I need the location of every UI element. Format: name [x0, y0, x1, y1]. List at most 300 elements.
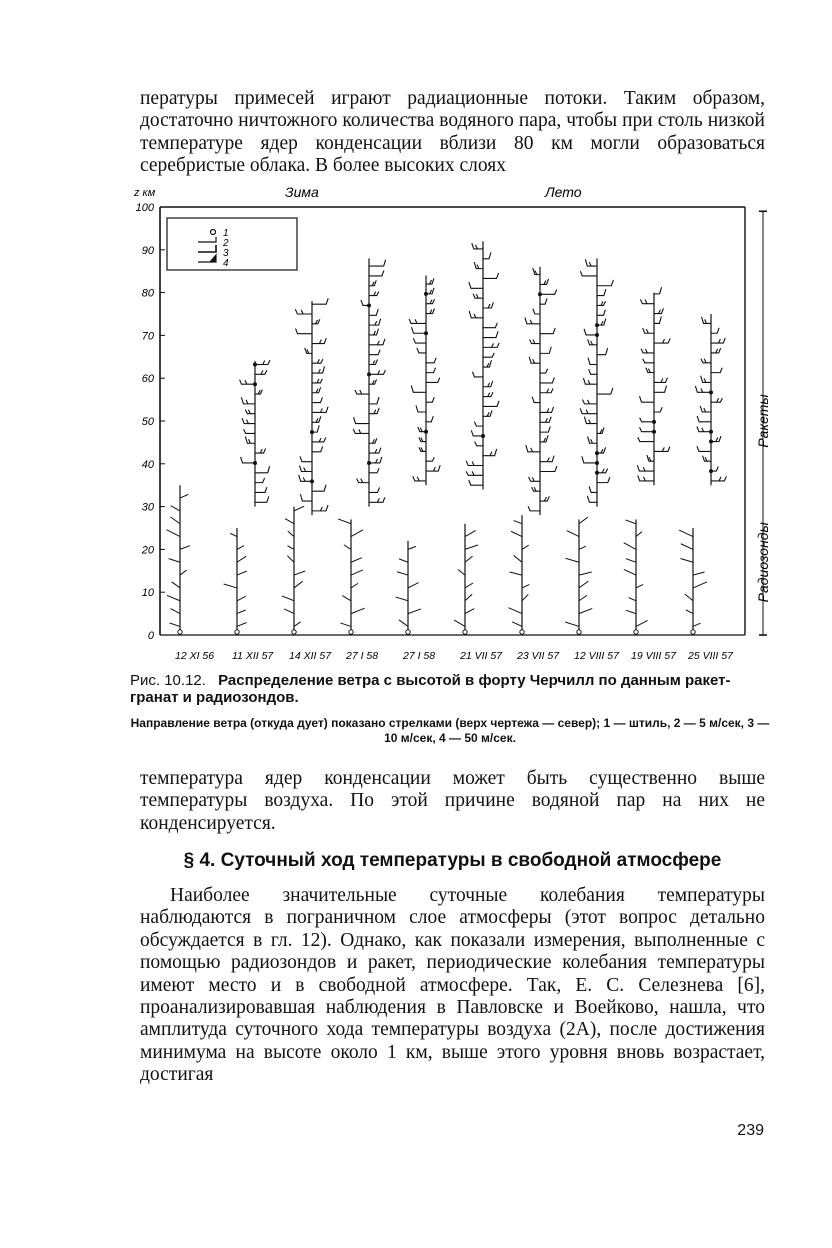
calm-marker — [595, 323, 599, 327]
wind-barb — [294, 506, 304, 511]
y-axis-unit: z км — [134, 187, 156, 199]
wind-barb — [230, 533, 237, 536]
wind-barb — [483, 449, 497, 456]
wind-barb — [312, 298, 328, 304]
wind-barb — [426, 368, 435, 373]
wind-barb — [408, 609, 421, 614]
wind-barb — [625, 520, 636, 524]
wind-barb — [242, 418, 255, 423]
wind-barb — [483, 353, 494, 357]
wind-barb — [419, 437, 426, 441]
x-date-label: 25 VIII 57 — [688, 650, 733, 662]
wind-barb — [472, 372, 483, 377]
wind-barb — [636, 584, 643, 587]
wind-barb — [224, 584, 237, 588]
wind-barb — [417, 348, 426, 353]
paragraph-top: пературы примесей играют радиационные потоки. Таким образом, достаточно ничтожного количества водяного пара, чтобы при столь низкой температуре ядер конденсации вблизи 80 км могли образоваться серебристые облака. В более высоких слоях — [140, 88, 765, 177]
calm-marker — [595, 461, 599, 465]
wind-barb — [647, 455, 654, 461]
wind-barb — [636, 620, 648, 626]
wind-barb — [597, 310, 605, 316]
wind-barb — [700, 406, 711, 412]
x-date-label: 27 I 58 — [403, 650, 436, 662]
wind-barb — [255, 487, 267, 492]
wind-barb — [312, 366, 325, 373]
legend-label: 1 — [223, 228, 229, 239]
wind-barb — [288, 531, 294, 536]
page-number: 239 — [737, 1122, 764, 1139]
wind-barb — [287, 556, 294, 563]
wind-barb — [532, 487, 540, 491]
wind-barb — [369, 379, 377, 384]
x-axis-date-labels — [175, 650, 734, 662]
wind-barb — [351, 570, 363, 575]
wind-barb — [702, 317, 711, 323]
wind-barb — [369, 408, 379, 414]
wind-barb — [369, 468, 379, 473]
wind-barb — [237, 623, 247, 627]
section-heading: § 4. Суточный ход температуры в свободной атмосфере — [183, 850, 722, 871]
wind-barb — [711, 398, 722, 402]
wind-barb — [582, 399, 597, 403]
wind-barb — [465, 594, 472, 601]
wind-barb — [237, 556, 246, 562]
wind-barb — [701, 376, 711, 383]
legend-label: 3 — [223, 248, 229, 259]
wind-barb — [245, 436, 255, 443]
wind-barb — [180, 546, 190, 550]
wind-barb — [342, 596, 351, 601]
wind-barb — [540, 456, 554, 462]
x-date-label: 12 XI 56 — [175, 650, 215, 662]
calm-marker — [463, 630, 467, 634]
calm-marker — [178, 630, 182, 634]
wind-barb — [426, 457, 434, 461]
calm-marker — [253, 363, 257, 367]
wind-barb — [580, 408, 597, 413]
calm-marker — [691, 630, 695, 634]
wind-barb — [540, 369, 548, 373]
wind-barb — [697, 416, 711, 422]
wind-barb — [305, 348, 312, 354]
calm-marker — [310, 430, 314, 434]
wind-barb — [654, 378, 667, 383]
calm-marker — [406, 630, 410, 634]
wind-barb — [255, 496, 269, 502]
x-date-label: 12 VIII 57 — [574, 650, 619, 662]
wind-barb — [369, 487, 380, 492]
calm-marker — [709, 469, 713, 473]
wind-barb — [426, 308, 434, 313]
wind-barb — [693, 572, 705, 575]
wind-barb — [369, 438, 377, 443]
wind-barb — [597, 301, 606, 305]
calm-marker — [652, 420, 656, 424]
wind-barb — [237, 546, 244, 550]
wind-barb — [294, 581, 303, 588]
wind-barb — [629, 598, 636, 601]
wind-barb — [399, 620, 408, 627]
wind-barb — [597, 348, 608, 354]
wind-barb — [458, 570, 465, 576]
wind-barb — [357, 478, 369, 482]
wind-barb — [597, 280, 613, 286]
wind-barb — [237, 596, 246, 600]
paragraph-middle: температура ядер конденсации может быть существенно выше температуры воздуха. По этой причине водяной пар на них не конденсируется. — [140, 768, 765, 834]
wind-barb — [296, 329, 312, 334]
wind-barb — [237, 610, 246, 614]
wind-barb — [369, 309, 378, 315]
x-date-label: 21 VII 57 — [460, 650, 503, 662]
wind-barb — [340, 623, 351, 627]
wind-barb — [643, 328, 654, 333]
wind-barb — [369, 260, 386, 266]
wind-barb — [426, 378, 440, 383]
wind-barb — [626, 610, 636, 613]
figure-label: Рис. 10.12. — [130, 672, 206, 689]
calm-marker — [709, 390, 713, 394]
wind-barb — [408, 583, 419, 588]
wind-barb — [299, 466, 312, 472]
y-tick-label: 80 — [141, 287, 154, 300]
wind-barb — [636, 532, 642, 537]
wind-barb — [697, 446, 711, 451]
wind-barb — [526, 445, 540, 452]
wind-barb — [300, 456, 312, 461]
wind-barb — [369, 271, 384, 276]
wind-barb — [624, 569, 636, 575]
wind-barb — [241, 457, 255, 463]
wind-barb — [532, 397, 540, 403]
figure-note: Направление ветра (откуда дует) показано стрелками (верх чертежа — север); 1 — штиль, 2 — 5 м/сек, 3 — 10 м/сек, 4 — 50 м/сек. — [130, 716, 770, 745]
wind-barb — [180, 494, 188, 498]
y-tick-label: 70 — [141, 330, 154, 343]
wind-barb — [483, 323, 497, 328]
wind-barb — [399, 559, 408, 562]
wind-barb — [475, 441, 483, 445]
wind-barb — [369, 397, 379, 404]
wind-barb — [166, 530, 180, 537]
wind-barb — [472, 243, 483, 249]
y-tick-label: 40 — [141, 458, 154, 471]
calm-marker — [310, 479, 314, 483]
wind-barb — [255, 466, 270, 473]
wind-barb — [474, 262, 483, 269]
wind-barb — [369, 280, 376, 285]
wind-barb — [483, 252, 491, 258]
x-date-label: 14 XII 57 — [289, 650, 332, 662]
wind-barb — [711, 338, 725, 343]
wind-barb — [567, 531, 579, 537]
wind-barb — [583, 378, 597, 384]
wind-barb — [413, 338, 426, 343]
wind-barb — [580, 271, 597, 276]
wind-barb — [483, 410, 492, 416]
wind-barb — [626, 559, 636, 563]
calm-marker — [367, 461, 371, 465]
calm-marker — [367, 303, 371, 307]
wind-barb — [540, 496, 549, 501]
wind-barb — [588, 436, 597, 443]
x-date-label: 23 VII 57 — [517, 650, 560, 662]
wind-barb — [344, 545, 351, 550]
wind-barb — [245, 410, 255, 414]
wind-barb — [641, 349, 654, 353]
calm-marker — [253, 382, 257, 386]
wind-barb — [711, 328, 719, 333]
wind-barb — [419, 447, 426, 451]
wind-barb — [255, 360, 270, 364]
wind-barb — [397, 572, 408, 575]
wind-barb — [511, 531, 522, 536]
calm-marker — [595, 333, 599, 337]
wind-barb — [654, 316, 661, 323]
wind-barb — [287, 546, 294, 550]
wind-barb — [355, 390, 369, 394]
wind-barb — [701, 359, 711, 363]
wind-profiles — [166, 241, 726, 635]
wind-barb — [312, 437, 326, 442]
wind-barb — [693, 582, 707, 588]
wind-barb — [579, 546, 586, 549]
wind-barb — [597, 388, 613, 394]
season-label-winter: Зима — [285, 184, 319, 200]
wind-barb — [180, 570, 187, 575]
wind-barb — [369, 497, 385, 502]
wind-barb — [680, 558, 693, 562]
wind-barb — [540, 377, 554, 382]
label-rockets: Ракеты — [755, 394, 771, 448]
wind-barb — [637, 465, 654, 471]
wind-barb — [469, 480, 483, 485]
wind-barb — [514, 521, 522, 524]
wind-barb — [483, 401, 499, 407]
wind-barb — [540, 407, 554, 413]
wind-barb — [514, 555, 522, 562]
wind-barb — [512, 622, 522, 627]
wind-barb — [369, 360, 377, 365]
wind-barb — [681, 544, 693, 550]
wind-barb — [299, 475, 312, 481]
calm-marker — [577, 630, 581, 634]
wind-barb — [396, 597, 408, 601]
wind-barb — [312, 446, 323, 451]
wind-barb — [172, 582, 180, 588]
wind-barb — [638, 475, 654, 480]
wind-barb — [529, 357, 540, 363]
wind-barb — [589, 486, 597, 492]
wind-barb — [711, 368, 722, 373]
wind-barb — [465, 583, 473, 588]
x-date-label: 19 VIII 57 — [631, 650, 676, 662]
figure-title: Распределение ветра с высотой в форту Черчилл по данным ракет-гранат и радиозондов. — [130, 672, 731, 706]
wind-barb — [640, 418, 654, 422]
wind-barb — [522, 545, 529, 549]
side-markers — [755, 211, 771, 635]
calm-marker — [253, 461, 257, 465]
x-date-label: 27 I 58 — [346, 650, 379, 662]
wind-barb — [540, 466, 557, 471]
wind-barb — [483, 360, 491, 367]
wind-barb — [169, 559, 180, 563]
calm-marker — [292, 630, 296, 634]
wind-barb — [312, 416, 321, 422]
wind-barb — [473, 294, 483, 298]
wind-barb — [533, 268, 540, 275]
wind-barb — [255, 370, 267, 374]
calm-marker — [424, 292, 428, 296]
wind-barb — [638, 437, 654, 441]
wind-barb — [540, 347, 551, 354]
wind-barb — [686, 610, 693, 614]
wind-barb — [351, 558, 362, 563]
season-label-summer: Лето — [545, 184, 582, 200]
wind-barb — [312, 407, 328, 413]
wind-barb — [483, 381, 493, 387]
wind-barb — [369, 457, 382, 463]
wind-barb — [643, 359, 654, 363]
y-tick-label: 60 — [141, 373, 154, 386]
wind-barb — [540, 290, 557, 295]
wind-barb — [579, 608, 592, 613]
calm-marker — [424, 430, 428, 434]
wind-barb — [579, 595, 587, 600]
wind-barb — [540, 417, 551, 423]
wind-barb — [540, 388, 553, 392]
wind-barb — [579, 517, 588, 524]
y-tick-label: 20 — [141, 544, 154, 557]
wind-barb — [312, 338, 326, 343]
y-tick-label: 10 — [141, 587, 154, 600]
calm-marker — [652, 430, 656, 434]
wind-barb — [597, 289, 606, 296]
wind-barb — [369, 319, 381, 326]
wind-barb — [522, 584, 529, 587]
wind-barb — [654, 407, 662, 412]
wind-barb — [369, 329, 379, 335]
wind-barb — [587, 496, 597, 502]
figure-caption — [130, 672, 770, 706]
wind-barb — [170, 623, 180, 626]
wind-barb — [409, 319, 426, 323]
wind-barb — [469, 311, 483, 318]
wind-barb — [695, 386, 711, 392]
calm-marker — [235, 630, 239, 634]
wind-barb — [654, 339, 670, 344]
wind-barb — [295, 309, 312, 314]
wind-barb — [483, 302, 493, 308]
wind-barb — [540, 427, 550, 433]
y-tick-label: 50 — [141, 416, 154, 428]
wind-barb — [640, 299, 654, 303]
wind-barb — [565, 622, 579, 626]
wind-barb — [508, 608, 522, 614]
wind-barb — [255, 448, 266, 453]
wind-barb — [171, 506, 180, 511]
legend — [167, 218, 297, 270]
wind-barb — [351, 608, 365, 613]
wind-barb — [170, 609, 180, 614]
wind-barb — [354, 417, 369, 423]
wind-barb — [369, 339, 385, 345]
wind-barb — [244, 429, 255, 433]
wind-barb — [426, 358, 436, 363]
y-tick-label: 100 — [135, 202, 154, 214]
wind-barb — [411, 385, 426, 392]
wind-barb — [589, 369, 597, 374]
wind-barb — [369, 292, 379, 296]
wind-barb — [483, 273, 499, 279]
wind-barb — [312, 485, 326, 491]
wind-barb — [483, 392, 493, 396]
wind-barb — [426, 397, 434, 402]
x-date-label: 11 XII 57 — [232, 650, 274, 662]
wind-barb — [654, 287, 662, 294]
wind-barb — [466, 461, 483, 466]
wind-barb — [294, 571, 305, 575]
wind-barb — [693, 623, 700, 626]
wind-barb — [408, 546, 416, 549]
wind-barb — [522, 594, 528, 600]
y-tick-label: 30 — [141, 501, 154, 514]
calm-marker — [709, 430, 713, 434]
wind-barb — [369, 448, 381, 453]
wind-barb — [566, 558, 579, 562]
calm-marker — [349, 630, 353, 634]
wind-barb — [282, 596, 294, 601]
wind-barb — [483, 331, 498, 337]
wind-barb — [426, 278, 434, 284]
wind-barb — [312, 387, 321, 392]
wind-barb — [529, 477, 540, 482]
wind-barb — [510, 572, 522, 575]
wind-barb — [255, 478, 265, 483]
calm-marker — [424, 331, 428, 335]
wind-barb — [300, 494, 312, 501]
wind-barb — [454, 620, 465, 626]
wind-barb — [351, 583, 358, 588]
wind-barb — [597, 427, 604, 433]
wind-barb — [426, 416, 433, 422]
wind-barb — [241, 397, 255, 404]
wind-barb — [640, 427, 654, 432]
wind-barb — [579, 581, 588, 588]
wind-barb — [579, 572, 592, 575]
wind-barb — [640, 396, 654, 402]
wind-barb — [582, 456, 597, 463]
wind-barb — [284, 609, 294, 614]
paragraph-bottom: Наиболее значительные суточные колебания температуры наблюдаются в пограничном слое атмосферы (этот вопрос детально обсуждается в гл. 12). Однако, как показали измерения, выполненные с помощью радиозондов и ракет, периодические колебания температуры имеют место и в свободной атмосфере. Так, Е. С. Селезнева [6], проанализировавшая наблюдения в Павловске и Воейково, нашла, что амплитуда суточного хода температуры воздуха (2A), после достижения минимума на высоте около 1 км, выше этого уровня вновь возрастает, достигая — [140, 885, 765, 1086]
wind-barb — [528, 506, 540, 511]
wind-barb — [646, 368, 654, 373]
wind-barb — [369, 350, 380, 355]
wind-barb — [170, 517, 180, 524]
wind-barb — [483, 343, 499, 348]
wind-barb — [353, 429, 369, 434]
calm-marker — [595, 471, 599, 475]
wind-barb — [588, 339, 597, 344]
wind-barb — [530, 339, 540, 343]
legend-label: 4 — [223, 258, 229, 269]
wind-barb — [426, 465, 440, 471]
wind-barb — [624, 543, 636, 550]
calm-marker — [481, 434, 485, 438]
wind-barb — [711, 348, 721, 353]
wind-barb — [540, 298, 547, 304]
wind-barb — [285, 519, 294, 524]
wind-barb — [294, 622, 301, 627]
calm-marker — [538, 292, 542, 296]
